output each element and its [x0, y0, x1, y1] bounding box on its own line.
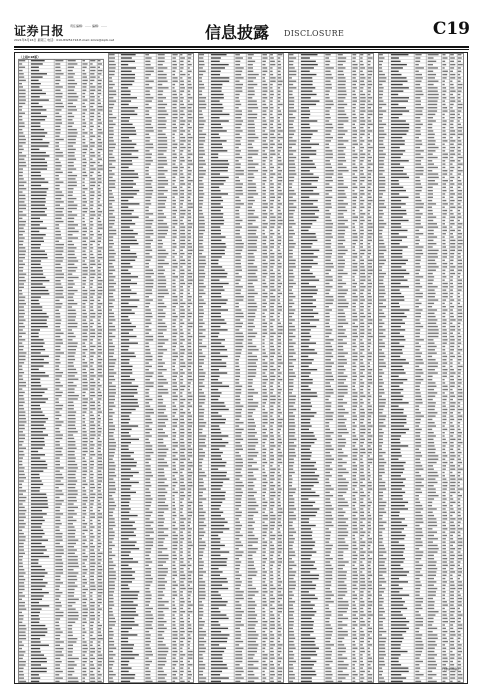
table-grid: [378, 53, 464, 683]
continued-to-label: （下转C20版）: [440, 667, 461, 671]
table-grid: [198, 53, 284, 683]
disclosure-table-column-4: [288, 53, 374, 683]
dateline: 2021年6月16日 星期三 电话：010-83251716 E-mail: zmzx@zqrb.net: [14, 38, 115, 42]
section-title: 信息披露: [205, 23, 270, 42]
continued-from-label: （上接C18版）: [19, 55, 41, 59]
disclosure-table-column-3: [198, 53, 284, 683]
disclosure-table-column-1: [18, 53, 104, 683]
header-rule-thin: [14, 49, 469, 50]
page-number: C19: [432, 19, 470, 39]
table-grid: [288, 53, 374, 683]
newspaper-logo: 证券日报: [14, 24, 65, 38]
header-rule-thick: [14, 46, 469, 48]
table-grid: [18, 53, 104, 683]
table-grid: [108, 53, 194, 683]
section-subtitle: DISCLOSURE: [284, 29, 345, 38]
disclosure-table-column-5: [378, 53, 464, 683]
page-header: [0, 0, 484, 46]
editor-credits: 责任编辑：…… 编辑：……: [70, 24, 107, 28]
disclosure-table-column-2: [108, 53, 194, 683]
